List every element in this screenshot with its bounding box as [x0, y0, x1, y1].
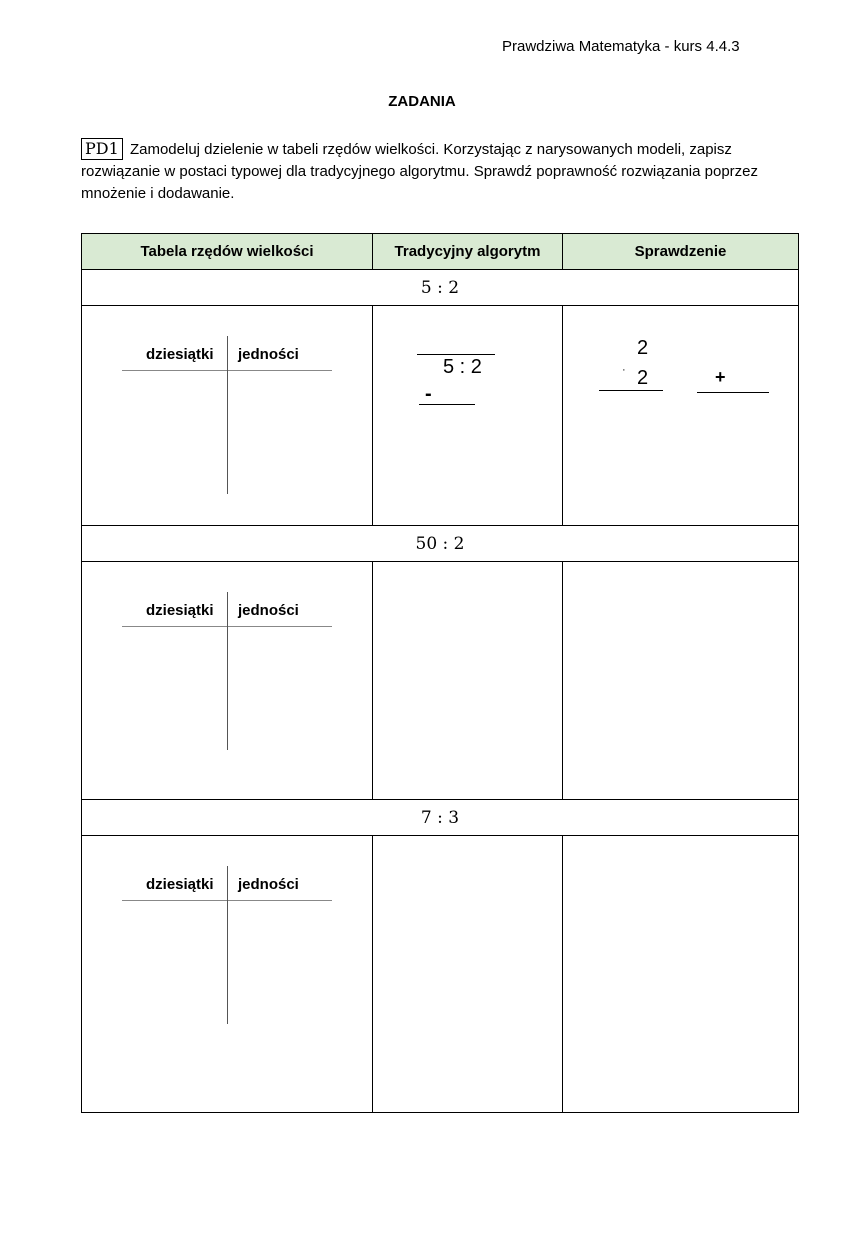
tens-label: dziesiątki	[146, 346, 214, 363]
check-cell[interactable]	[563, 562, 799, 800]
chart-vertical-line	[227, 866, 228, 1024]
ones-label: jedności	[238, 876, 299, 893]
column-header-algorithm: Tradycyjny algorytm	[373, 234, 563, 270]
algorithm-cell[interactable]	[373, 306, 563, 526]
task-instructions	[81, 138, 781, 205]
exercise-table	[81, 233, 799, 1113]
algorithm-cell[interactable]	[373, 562, 563, 800]
problem-label: 5 : 2	[82, 270, 799, 306]
page-title: ZADANIA	[388, 93, 456, 110]
place-value-chart	[122, 336, 332, 496]
multiplier: 2	[637, 367, 649, 389]
place-value-cell[interactable]	[82, 562, 373, 800]
plus-sign: +	[715, 367, 726, 387]
task-badge: PD1	[81, 138, 123, 160]
place-value-chart	[122, 866, 332, 1026]
subtraction-line	[419, 404, 475, 405]
problem-label: 7 : 3	[82, 800, 799, 836]
check-cell[interactable]	[563, 836, 799, 1113]
minus-sign: -	[425, 383, 432, 405]
tens-label: dziesiątki	[146, 876, 214, 893]
place-value-chart	[122, 592, 332, 752]
tens-label: dziesiątki	[146, 602, 214, 619]
check-cell[interactable]	[563, 306, 799, 526]
chart-vertical-line	[227, 592, 228, 750]
addition-line	[697, 392, 769, 393]
place-value-cell[interactable]	[82, 836, 373, 1113]
problem-label: 50 : 2	[82, 526, 799, 562]
course-header: Prawdziwa Matematyka - kurs 4.4.3	[502, 38, 740, 55]
division-bar	[417, 354, 495, 355]
column-header-check: Sprawdzenie	[563, 234, 799, 270]
task-text: Zamodeluj dzielenie w tabeli rzędów wielkości. Korzystając z narysowanych modeli, zapisz rozwiązanie w postaci typowej dla tradycyjnego algorytmu. Sprawdź poprawność rozwiązania poprzez mnożenie i dodawanie.	[81, 141, 758, 202]
multiplication-line	[599, 390, 663, 391]
place-value-cell[interactable]	[82, 306, 373, 526]
multiply-dot: ·	[622, 364, 626, 376]
column-header-place-value: Tabela rzędów wielkości	[82, 234, 373, 270]
ones-label: jedności	[238, 602, 299, 619]
multiplicand: 2	[637, 337, 649, 359]
chart-vertical-line	[227, 336, 228, 494]
algorithm-cell[interactable]	[373, 836, 563, 1113]
division-expression: 5 : 2	[443, 356, 482, 378]
ones-label: jedności	[238, 346, 299, 363]
